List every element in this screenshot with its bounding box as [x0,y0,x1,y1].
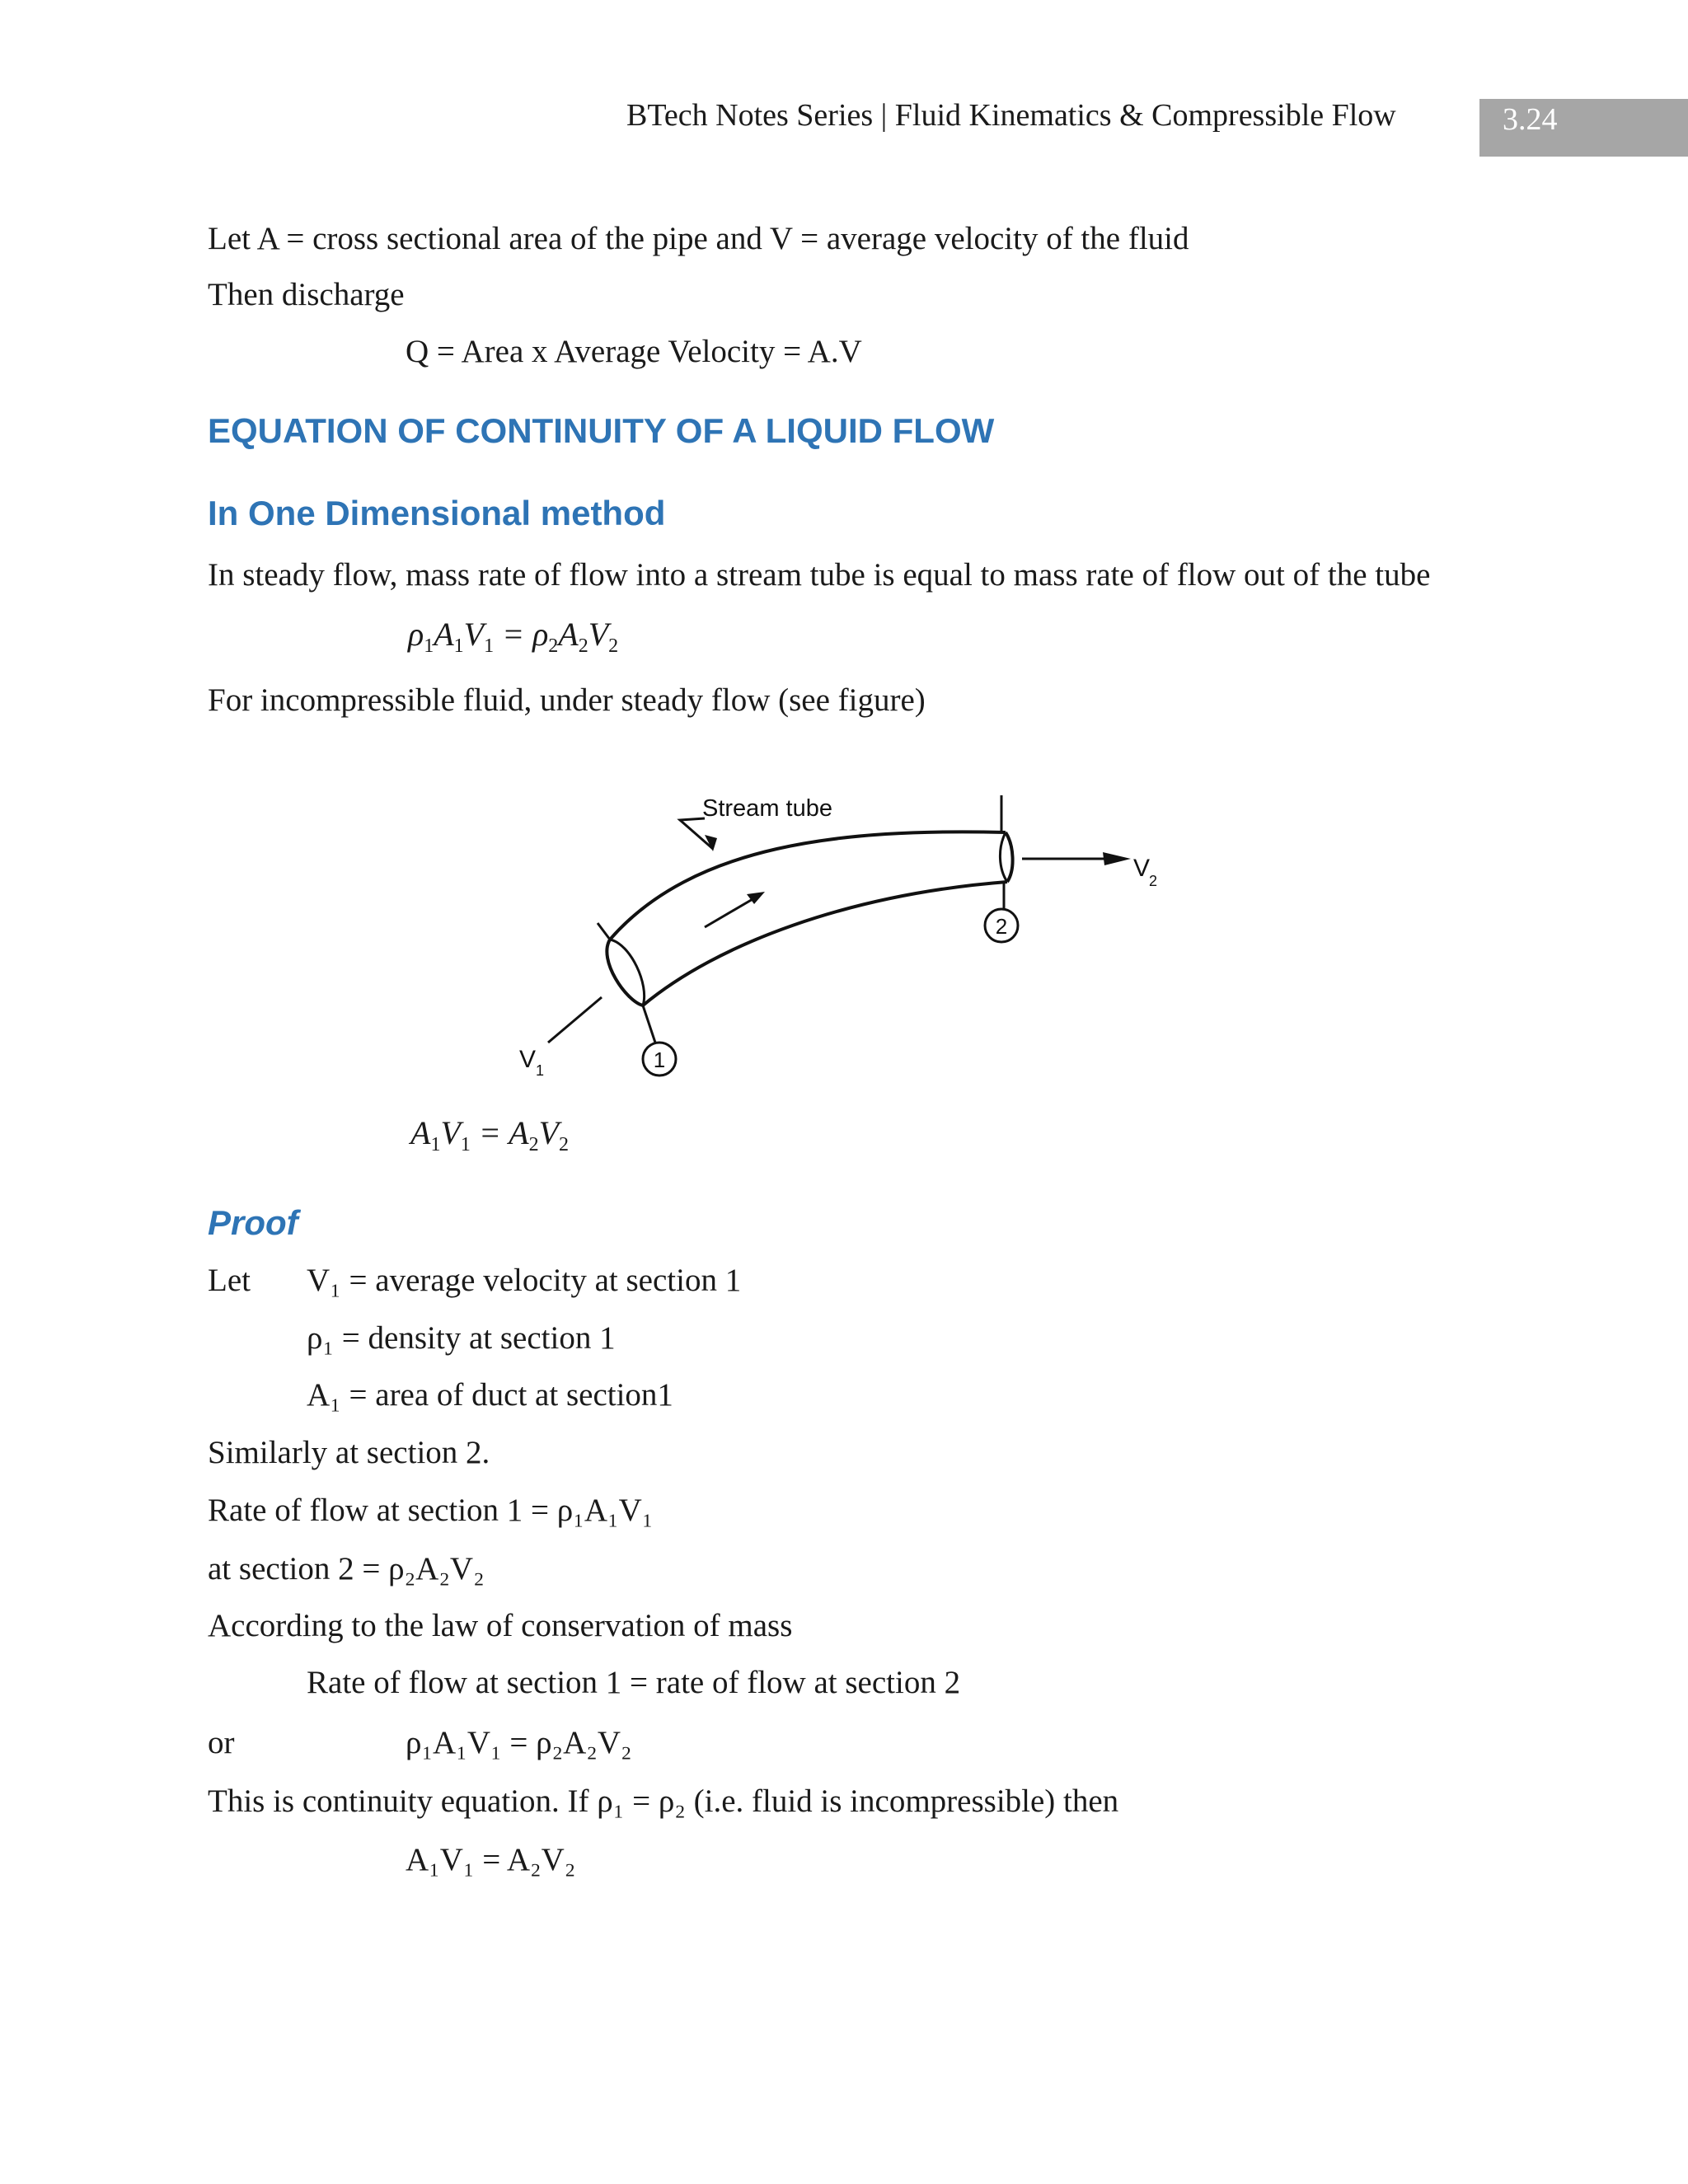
intro-line-1: Let A = cross sectional area of the pipe and V = average velocity of the fluid [208,221,1189,256]
final-equation: A₁V₁ = A₂V₂ [406,1842,576,1877]
discharge-formula: Q = Area x Average Velocity = A.V [406,334,862,369]
conservation-law-text: According to the law of conservation of mass [208,1608,793,1643]
mass-flow-equation: ρ₁A₁V₁ = ρ₂A₂V₂ [406,1725,632,1760]
stream-tube-leader [680,818,713,849]
incompressible-text: For incompressible fluid, under steady flow (see figure) [208,682,926,718]
v1-leader [548,997,602,1043]
v2-subscript: 2 [1149,873,1158,889]
similarly-text: Similarly at section 2. [208,1435,490,1470]
v2-label: V [1133,855,1151,882]
rate-section-2: at section 2 = ρ₂A₂V₂ [208,1551,485,1586]
section-2-label: 2 [995,914,1008,939]
steady-flow-text: In steady flow, mass rate of flow into a stream tube is equal to mass rate of flow out of the tube [208,557,1431,593]
mass-continuity-equation: $\rho_1A_1V_1 = \rho_2A_2V_2$ [408,616,619,657]
outlet-cross-section [1006,832,1013,882]
definition-area: A₁ = area of duct at section1 [307,1377,673,1413]
v2-arrowhead [1103,852,1131,865]
or-label: or [208,1725,235,1760]
rate-section-1: Rate of flow at section 1 = ρ₁A₁V₁ [208,1493,654,1528]
stream-tube-label: Stream tube [702,795,832,822]
page-number-badge: 3.24 [1479,99,1688,157]
section-1-leader [643,1005,655,1043]
rate-equality-statement: Rate of flow at section 1 = rate of flow at section 2 [307,1665,961,1700]
tube-upper-wall [610,832,1006,940]
section-1-label: 1 [653,1047,666,1072]
page-header-title: BTech Notes Series | Fluid Kinematics & Compressible Flow [626,98,1396,133]
intro-line-2: Then discharge [208,277,405,312]
stream-tube-figure [495,779,1203,1100]
tube-lower-wall [643,882,1007,1005]
incompressible-continuity-equation: $A_1V_1 = A_2V_2$ [410,1114,570,1155]
continuity-conclusion: This is continuity equation. If ρ₁ = ρ₂ (i.e. fluid is incompressible) then [208,1783,1119,1819]
v1-subscript: 1 [536,1062,545,1079]
section-heading: EQUATION OF CONTINUITY OF A LIQUID FLOW [208,411,995,450]
proof-heading: Proof [208,1203,298,1242]
let-label: Let [208,1263,251,1298]
definition-velocity: V₁ = average velocity at section 1 [307,1263,742,1298]
v1-label: V [519,1046,537,1073]
subsection-heading: In One Dimensional method [208,494,666,532]
definition-density: ρ₁ = density at section 1 [307,1320,616,1356]
